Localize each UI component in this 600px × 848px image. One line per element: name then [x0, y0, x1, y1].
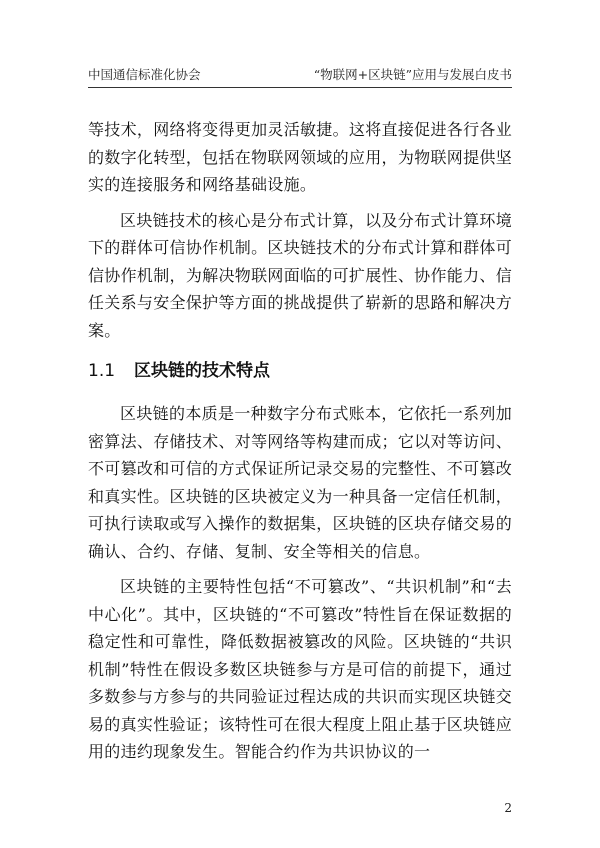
paragraph-blockchain-essence: 区块链的本质是一种数字分布式账本，它依托一系列加密算法、存储技术、对等网络等构建而成；它以对等访问、不可篡改和可信的方式保证所记录交易的完整性、不可篡改和真实性。区块链的区块被定义为一种具备一定信任机制，可执行读取或写入操作的数据集，区块链的区块存储交易的确认、合约、存储、复制、安全等相关的信息。: [88, 404, 512, 561]
header-divider: [88, 87, 512, 88]
section-title: 区块链的技术特点: [134, 361, 270, 381]
header-document-title: “物联网+区块链”应用与发展白皮书: [313, 67, 512, 82]
page-header: [88, 66, 512, 84]
paragraph-blockchain-features: 区块链的主要特性包括“不可篡改”、“共识机制”和“去中心化”。其中，区块链的“不可篡改”特性旨在保证数据的稳定性和可靠性，降低数据被篡改的风险。区块链的“共识机制”特性在假设多数区块链参与方是可信的前提下，通过多数参与方参与的共同验证过程达成的共识而实现区块链交易的真实性验证；该特性可在很大程度上阻止基于区块链应用的违约现象发生。智能合约作为共识协议的一: [88, 577, 512, 761]
paragraph-continuation: 等技术，网络将变得更加灵活敏捷。这将直接促进各行各业的数字化转型，包括在物联网领域的应用，为物联网提供坚实的连接服务和网络基础设施。: [88, 120, 512, 194]
header-organization: 中国通信标准化协会: [88, 67, 201, 82]
page-body: [88, 116, 512, 774]
section-heading: [88, 358, 512, 384]
page-number: 2: [504, 801, 512, 815]
section-number: 1.1: [88, 361, 116, 381]
paragraph-blockchain-core: 区块链技术的核心是分布式计算，以及分布式计算环境下的群体可信协作机制。区块链技术的分布式计算和群体可信协作机制，为解决物联网面临的可扩展性、协作能力、信任关系与安全保护等方面的挑战提供了崭新的思路和解决方案。: [88, 210, 512, 340]
